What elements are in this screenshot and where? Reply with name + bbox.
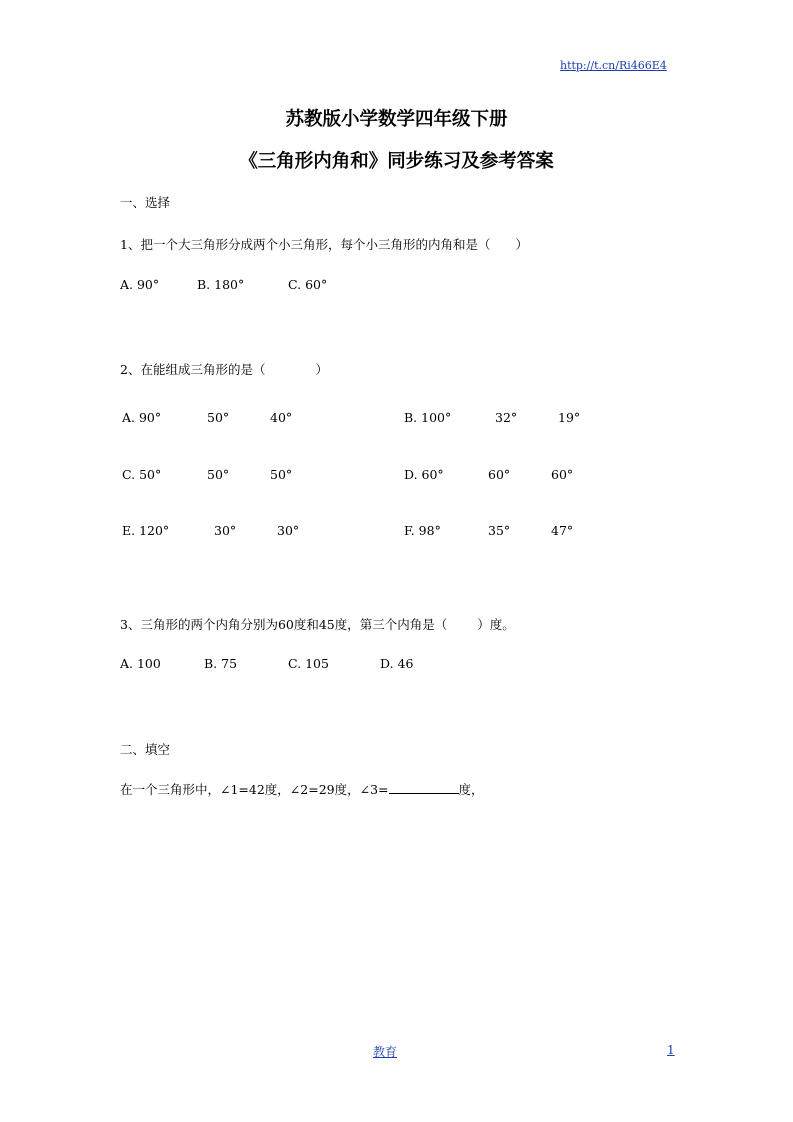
question2-option-e-angle3: 30°: [277, 523, 300, 538]
document-title-line1: 苏教版小学数学四年级下册: [285, 109, 508, 130]
question2-option-a-angle2: 50°: [207, 410, 230, 425]
question2-option-a-angle3: 40°: [270, 410, 293, 425]
header-url-link[interactable]: http://t.cn/Ri466E4: [560, 59, 667, 72]
section1-heading: 一、选择: [120, 195, 171, 210]
question2-option-f-angle3: 47°: [551, 523, 574, 538]
fill-question1-before: 在一个三角形中，∠1=42度，∠2=29度，∠3=: [120, 782, 389, 797]
question3-text-after: ）度。: [477, 617, 515, 632]
question3-option-c: C. 105: [288, 656, 329, 671]
document-title-line2: 《三角形内角和》同步练习及参考答案: [239, 151, 554, 172]
fill-question1-after: 度，: [458, 782, 484, 797]
question2-option-f-angle2: 35°: [488, 523, 511, 538]
question3-option-a: A. 100: [120, 656, 161, 671]
fill-question1: [120, 780, 484, 798]
question2-option-c-angle2: 50°: [207, 467, 230, 482]
question2-option-a-label: A. 90°: [122, 410, 162, 425]
question2-option-d-label: D. 60°: [404, 467, 444, 482]
section2-heading: 二、填空: [120, 742, 171, 757]
question3-option-b: B. 75: [204, 656, 238, 671]
question2-option-e-label: E. 120°: [122, 523, 170, 538]
question2-option-b-label: B. 100°: [404, 410, 452, 425]
question1-option-a: A. 90°: [120, 277, 160, 292]
question2-option-c-angle3: 50°: [270, 467, 293, 482]
question3-option-d: D. 46: [380, 656, 414, 671]
question2-option-d-angle3: 60°: [551, 467, 574, 482]
question1-option-b: B. 180°: [197, 277, 245, 292]
page-number[interactable]: 1: [667, 1043, 675, 1057]
question3-text: [120, 615, 515, 633]
question2-option-d-angle2: 60°: [488, 467, 511, 482]
question2-option-b-angle2: 32°: [495, 410, 518, 425]
fill-question1-blank: [389, 782, 459, 794]
question2-option-f-label: F. 98°: [404, 523, 441, 538]
question2-text: 2、在能组成三角形的是（ ）: [120, 362, 328, 377]
footer-link[interactable]: 教育: [373, 1045, 398, 1059]
question1-option-c: C. 60°: [288, 277, 328, 292]
question2-option-e-angle2: 30°: [214, 523, 237, 538]
question1-text: 1、把一个大三角形分成两个小三角形，每个小三角形的内角和是（ ）: [120, 237, 528, 252]
question2-option-c-label: C. 50°: [122, 467, 162, 482]
question2-option-b-angle3: 19°: [558, 410, 581, 425]
question3-text-before: 3、三角形的两个内角分别为60度和45度，第三个内角是（: [120, 617, 448, 632]
